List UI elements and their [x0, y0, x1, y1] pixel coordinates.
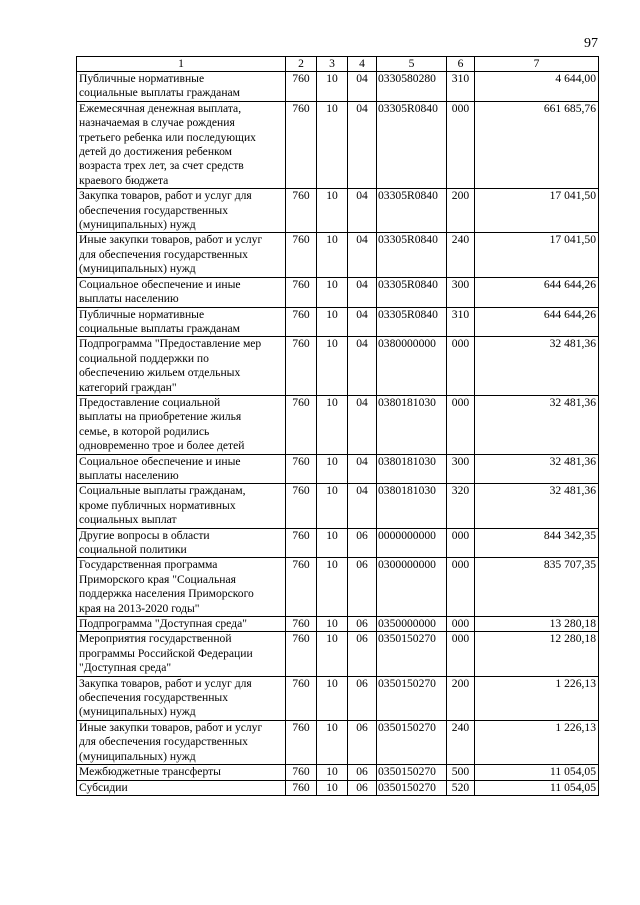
table-row	[77, 780, 599, 795]
row-expense-type: 000	[447, 558, 475, 617]
row-section-code: 10	[317, 277, 348, 307]
row-subsection-code: 06	[348, 558, 377, 617]
row-grbs-code: 760	[286, 632, 317, 676]
row-expense-type: 000	[447, 101, 475, 188]
row-expense-type: 310	[447, 72, 475, 102]
row-grbs-code: 760	[286, 454, 317, 484]
row-subsection-code: 04	[348, 72, 377, 102]
row-target-article: 03305R0840	[377, 101, 447, 188]
row-target-article: 03305R0840	[377, 233, 447, 277]
row-grbs-code: 760	[286, 484, 317, 528]
row-subsection-code: 06	[348, 617, 377, 632]
table-row	[77, 454, 599, 484]
row-target-article: 03305R0840	[377, 189, 447, 233]
row-subsection-code: 04	[348, 484, 377, 528]
row-target-article: 0380181030	[377, 454, 447, 484]
table-row	[77, 632, 599, 676]
table-row	[77, 101, 599, 188]
row-section-code: 10	[317, 189, 348, 233]
header-row	[77, 57, 599, 72]
row-expense-type: 520	[447, 780, 475, 795]
row-grbs-code: 760	[286, 307, 317, 337]
row-target-article: 0350150270	[377, 720, 447, 764]
row-expense-type: 320	[447, 484, 475, 528]
row-subsection-code: 06	[348, 780, 377, 795]
row-section-code: 10	[317, 454, 348, 484]
row-name: Иные закупки товаров, работ и услуг для обеспечения государственных (муниципальных) нужд	[77, 720, 286, 764]
row-section-code: 10	[317, 307, 348, 337]
table-row	[77, 558, 599, 617]
row-target-article: 0350150270	[377, 632, 447, 676]
table-row	[77, 233, 599, 277]
table-row	[77, 337, 599, 396]
table-row	[77, 189, 599, 233]
row-section-code: 10	[317, 780, 348, 795]
row-grbs-code: 760	[286, 189, 317, 233]
column-header: 6	[447, 57, 475, 72]
row-name: Другие вопросы в области социальной политики	[77, 528, 286, 558]
row-amount: 844 342,35	[475, 528, 599, 558]
row-amount: 1 226,13	[475, 676, 599, 720]
table-row	[77, 484, 599, 528]
row-grbs-code: 760	[286, 528, 317, 558]
row-expense-type: 000	[447, 528, 475, 558]
row-amount: 32 481,36	[475, 484, 599, 528]
row-expense-type: 200	[447, 676, 475, 720]
row-section-code: 10	[317, 632, 348, 676]
row-grbs-code: 760	[286, 720, 317, 764]
row-name: Социальное обеспечение и иные выплаты населению	[77, 277, 286, 307]
row-name: Социальное обеспечение и иные выплаты населению	[77, 454, 286, 484]
row-subsection-code: 06	[348, 720, 377, 764]
table-row	[77, 765, 599, 780]
row-subsection-code: 04	[348, 277, 377, 307]
row-subsection-code: 04	[348, 307, 377, 337]
row-name: Закупка товаров, работ и услуг для обеспечения государственных (муниципальных) нужд	[77, 676, 286, 720]
row-grbs-code: 760	[286, 101, 317, 188]
row-subsection-code: 04	[348, 189, 377, 233]
row-expense-type: 300	[447, 277, 475, 307]
row-section-code: 10	[317, 72, 348, 102]
row-amount: 4 644,00	[475, 72, 599, 102]
row-section-code: 10	[317, 617, 348, 632]
column-header: 5	[377, 57, 447, 72]
table-row	[77, 617, 599, 632]
row-target-article: 0350150270	[377, 676, 447, 720]
column-header: 3	[317, 57, 348, 72]
row-amount: 12 280,18	[475, 632, 599, 676]
row-grbs-code: 760	[286, 617, 317, 632]
row-subsection-code: 04	[348, 395, 377, 454]
row-name: Государственная программа Приморского края "Социальная поддержка населения Приморского края на 2013-2020 годы"	[77, 558, 286, 617]
row-grbs-code: 760	[286, 676, 317, 720]
row-amount: 32 481,36	[475, 395, 599, 454]
row-subsection-code: 04	[348, 337, 377, 396]
row-amount: 32 481,36	[475, 337, 599, 396]
row-name: Субсидии	[77, 780, 286, 795]
table-row	[77, 528, 599, 558]
row-name: Публичные нормативные социальные выплаты гражданам	[77, 307, 286, 337]
row-section-code: 10	[317, 484, 348, 528]
row-expense-type: 240	[447, 233, 475, 277]
row-amount: 32 481,36	[475, 454, 599, 484]
row-target-article: 0350000000	[377, 617, 447, 632]
column-header: 2	[286, 57, 317, 72]
table-row	[77, 277, 599, 307]
column-header: 7	[475, 57, 599, 72]
table-row	[77, 676, 599, 720]
row-expense-type: 500	[447, 765, 475, 780]
row-target-article: 03305R0840	[377, 277, 447, 307]
row-grbs-code: 760	[286, 72, 317, 102]
row-expense-type: 000	[447, 632, 475, 676]
row-section-code: 10	[317, 101, 348, 188]
row-section-code: 10	[317, 676, 348, 720]
row-subsection-code: 04	[348, 233, 377, 277]
budget-table	[76, 56, 599, 796]
row-amount: 17 041,50	[475, 189, 599, 233]
row-subsection-code: 06	[348, 676, 377, 720]
row-amount: 644 644,26	[475, 277, 599, 307]
row-section-code: 10	[317, 558, 348, 617]
row-grbs-code: 760	[286, 277, 317, 307]
row-grbs-code: 760	[286, 337, 317, 396]
row-amount: 17 041,50	[475, 233, 599, 277]
table-row	[77, 720, 599, 764]
row-amount: 11 054,05	[475, 780, 599, 795]
row-expense-type: 000	[447, 395, 475, 454]
table-body	[77, 72, 599, 796]
table-row	[77, 395, 599, 454]
row-expense-type: 300	[447, 454, 475, 484]
row-target-article: 03305R0840	[377, 307, 447, 337]
row-grbs-code: 760	[286, 233, 317, 277]
column-header: 4	[348, 57, 377, 72]
row-subsection-code: 04	[348, 454, 377, 484]
row-expense-type: 200	[447, 189, 475, 233]
row-amount: 661 685,76	[475, 101, 599, 188]
row-expense-type: 000	[447, 617, 475, 632]
page-number: 97	[584, 36, 598, 51]
row-amount: 835 707,35	[475, 558, 599, 617]
row-target-article: 0380181030	[377, 484, 447, 528]
row-subsection-code: 06	[348, 632, 377, 676]
row-amount: 1 226,13	[475, 720, 599, 764]
row-section-code: 10	[317, 233, 348, 277]
row-expense-type: 240	[447, 720, 475, 764]
row-section-code: 10	[317, 528, 348, 558]
row-name: Межбюджетные трансферты	[77, 765, 286, 780]
column-header: 1	[77, 57, 286, 72]
row-name: Иные закупки товаров, работ и услуг для обеспечения государственных (муниципальных) нужд	[77, 233, 286, 277]
row-target-article: 0380000000	[377, 337, 447, 396]
row-grbs-code: 760	[286, 765, 317, 780]
row-amount: 11 054,05	[475, 765, 599, 780]
row-amount: 13 280,18	[475, 617, 599, 632]
row-target-article: 0350150270	[377, 780, 447, 795]
row-name: Подпрограмма "Предоставление мер социальной поддержки по обеспечению жильем отдельных категорий граждан"	[77, 337, 286, 396]
row-name: Подпрограмма "Доступная среда"	[77, 617, 286, 632]
row-grbs-code: 760	[286, 780, 317, 795]
row-section-code: 10	[317, 720, 348, 764]
row-name: Предоставление социальной выплаты на приобретение жилья семье, в которой родились одновременно трое и более детей	[77, 395, 286, 454]
row-section-code: 10	[317, 395, 348, 454]
row-name: Ежемесячная денежная выплата, назначаемая в случае рождения третьего ребенка или последующих детей до достижения ребенком возраста трех лет, за счет средств краевого бюджета	[77, 101, 286, 188]
row-target-article: 0350150270	[377, 765, 447, 780]
row-expense-type: 000	[447, 337, 475, 396]
row-name: Мероприятия государственной программы Российской Федерации "Доступная среда"	[77, 632, 286, 676]
row-grbs-code: 760	[286, 558, 317, 617]
row-subsection-code: 06	[348, 765, 377, 780]
table-row	[77, 307, 599, 337]
row-expense-type: 310	[447, 307, 475, 337]
table-row	[77, 72, 599, 102]
row-subsection-code: 04	[348, 101, 377, 188]
row-section-code: 10	[317, 765, 348, 780]
row-name: Социальные выплаты гражданам, кроме публичных нормативных социальных выплат	[77, 484, 286, 528]
row-target-article: 0000000000	[377, 528, 447, 558]
row-grbs-code: 760	[286, 395, 317, 454]
row-section-code: 10	[317, 337, 348, 396]
row-name: Закупка товаров, работ и услуг для обеспечения государственных (муниципальных) нужд	[77, 189, 286, 233]
row-name: Публичные нормативные социальные выплаты гражданам	[77, 72, 286, 102]
row-amount: 644 644,26	[475, 307, 599, 337]
row-target-article: 0300000000	[377, 558, 447, 617]
row-subsection-code: 06	[348, 528, 377, 558]
row-target-article: 0380181030	[377, 395, 447, 454]
row-target-article: 0330580280	[377, 72, 447, 102]
